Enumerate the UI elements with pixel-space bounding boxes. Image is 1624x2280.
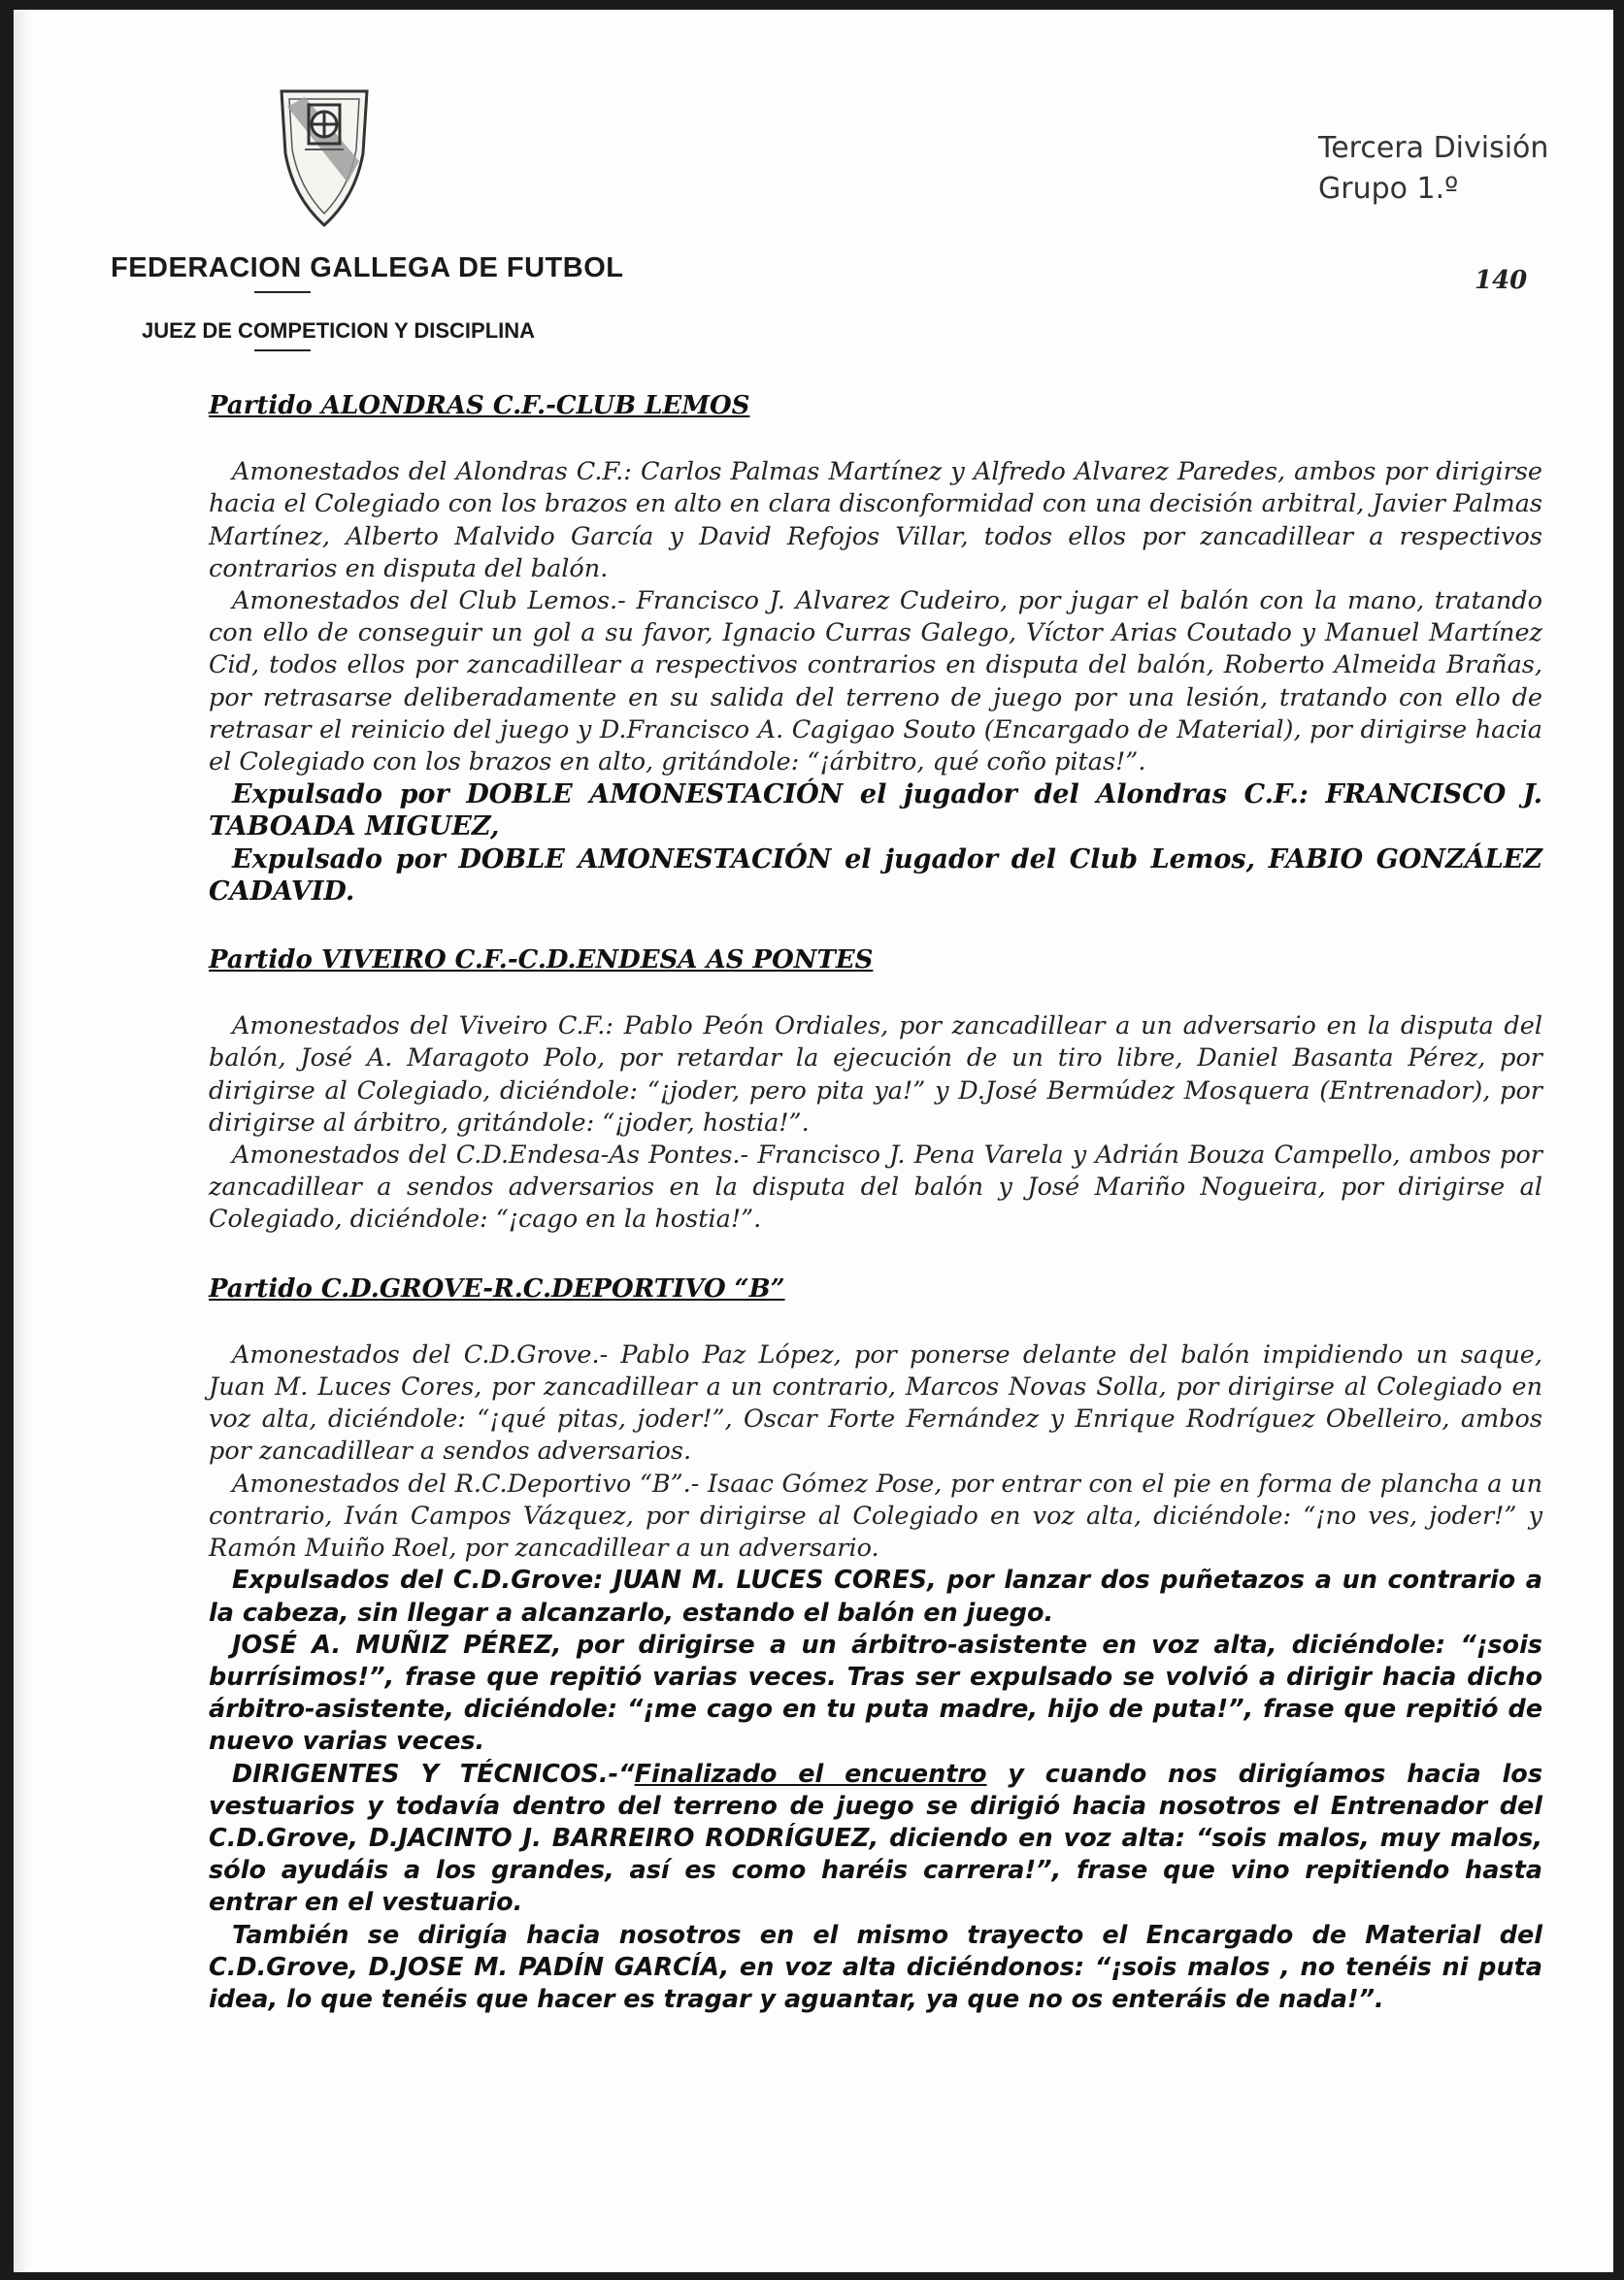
division-block [1318, 128, 1548, 210]
paragraph: Amonestados del Alondras C.F.: Carlos Palmas Martínez y Alfredo Alvarez Paredes, ambos por dirigirse hacia el Colegiado con los brazos en alto en clara disconformidad con una decisión arbitral, Javier Palmas Martínez, Alberto Malvido García y David Refojos Villar, todos ellos por zancadillear a respectivos contrarios en disputa del balón. [209, 457, 1542, 583]
paragraph: Amonestados del R.C.Deportivo “B”.- Isaac Gómez Pose, por entrar con el pie en forma de plancha a un contrario, Iván Campos Vázquez, por dirigirse al Colegiado en voz alta, diciéndole: “¡no ves, joder!” y Ramón Muiño Roel, por zancadillear a un adversario. [209, 1469, 1542, 1564]
expulsion-paragraph: JOSÉ A. MUÑIZ PÉREZ, por dirigirse a un árbitro-asistente en voz alta, diciéndole: “¡sois burrísimos!”, frase que repitió varias veces. Tras ser expulsado se volvió a dirigir hacia dicho árbitro-asistente, diciéndole: “¡me cago en tu puta madre, hijo de puta!”, frase que repitió de nuevo varias veces. [209, 1630, 1542, 1757]
document-page [14, 10, 1613, 2272]
federation-name: FEDERACION GALLEGA DE FUTBOL [111, 252, 624, 283]
scan-edge [14, 10, 31, 2272]
officials-paragraph [209, 1759, 1542, 1920]
group-label: Grupo 1.º [1318, 172, 1459, 206]
match-heading: Partido VIVEIRO C.F.-C.D.ENDESA AS PONTES [209, 945, 874, 975]
paragraph: Amonestados del Club Lemos.- Francisco J. Alvarez Cudeiro, por jugar el balón con la mano, tratando con ello de conseguir un gol a su favor, Ignacio Curras Galego, Víctor Arias Coutado y Manuel Martínez Cid, todos ellos por zancadillear a respectivos contrarios en disputa del balón, Roberto Almeida Brañas, por retrasarse deliberadamente en su salida del terreno de juego por una lesión, tratando con ello de retrasar el reinicio del juego y D.Francisco A. Cagigao Souto (Encargado de Material), por dirigirse hacia el Colegiado con los brazos en alto, gritándole: “¡árbitro, qué coño pitas!”. [209, 586, 1542, 777]
resolutions-body [209, 390, 1542, 2016]
expulsion-paragraph: Expulsados del C.D.Grove: JUAN M. LUCES CORES, por lanzar dos puñetazos a un contrario a la cabeza, sin llegar a alcanzarlo, estando el balón en juego. [209, 1566, 1542, 1628]
match-heading: Partido ALONDRAS C.F.-CLUB LEMOS [209, 391, 750, 420]
paragraph: Amonestados del Viveiro C.F.: Pablo Peón Ordiales, por zancadillear a un adversario en la disputa del balón, José A. Maragoto Polo, por retardar la ejecución de un tiro libre, Daniel Basanta Pérez, por dirigirse al Colegiado, diciéndole: “¡joder, pero pita ya!” y D.José Bermúdez Mosquera (Entrenador), por dirigirse al árbitro, gritándole: “¡joder, hostia!”. [209, 1011, 1542, 1138]
underlined-phrase: Finalizado el encuentro [634, 1759, 987, 1789]
divider [254, 291, 311, 293]
officials-lead: DIRIGENTES Y TÉCNICOS.-“ [232, 1759, 635, 1789]
committee-subtitle: JUEZ DE COMPETICION Y DISCIPLINA [142, 318, 536, 343]
paragraph: Amonestados del C.D.Grove.- Pablo Paz López, por ponerse delante del balón impidiendo un saque, Juan M. Luces Cores, por zancadillear a un contrario, Marcos Novas Solla, por dirigirse al Colegiado en voz alta, diciéndole: “¡qué pitas, joder!”, Oscar Forte Fernández y Enrique Rodríguez Obelleiro, ambos por zancadillear a sendos adversarios. [209, 1339, 1542, 1467]
match-heading: Partido C.D.GROVE-R.C.DEPORTIVO “B” [209, 1273, 785, 1304]
paragraph: Amonestados del C.D.Endesa-As Pontes.- Francisco J. Pena Varela y Adrián Bouza Campello, ambos por zancadillear a sendos adversarios en la disputa del balón y José Mariño Nogueira, por dirigirse al Colegiado, diciéndole: “¡cago en la hostia!”. [209, 1140, 1542, 1235]
federation-shield-icon [276, 85, 373, 231]
division-label: Tercera División [1318, 131, 1549, 165]
officials-paragraph: También se dirigía hacia nosotros en el mismo trayecto el Encargado de Material del C.D.Grove, D.JOSE M. PADÍN GARCÍA, en voz alta diciéndonos: “¡sois malos , no tenéis ni puta idea, lo que tenéis que hacer es tragar y aguantar, ya que no os enteráis de nada!”. [209, 1920, 1542, 2014]
expulsion-paragraph: Expulsado por DOBLE AMONESTACIÓN el jugador del Alondras C.F.: FRANCISCO J. TABOADA MIGUEZ, [209, 779, 1542, 843]
expulsion-paragraph: Expulsado por DOBLE AMONESTACIÓN el jugador del Club Lemos, FABIO GONZÁLEZ CADAVID. [209, 843, 1542, 907]
page-number: 140 [1475, 266, 1528, 295]
officials-text: y cuando nos dirigíamos hacia los vestuarios y todavía dentro del terreno de juego se dirigió hacia nosotros el Entrenador del C.D.Grove, D.JACINTO J. BARREIRO RODRÍGUEZ, diciendo en voz alta: “sois malos, muy malos, sólo ayudáis a los grandes, así es como haréis carrera!”, frase que vino repitiendo hasta entrar en el vestuario. [209, 1759, 1542, 1918]
divider [254, 349, 311, 351]
